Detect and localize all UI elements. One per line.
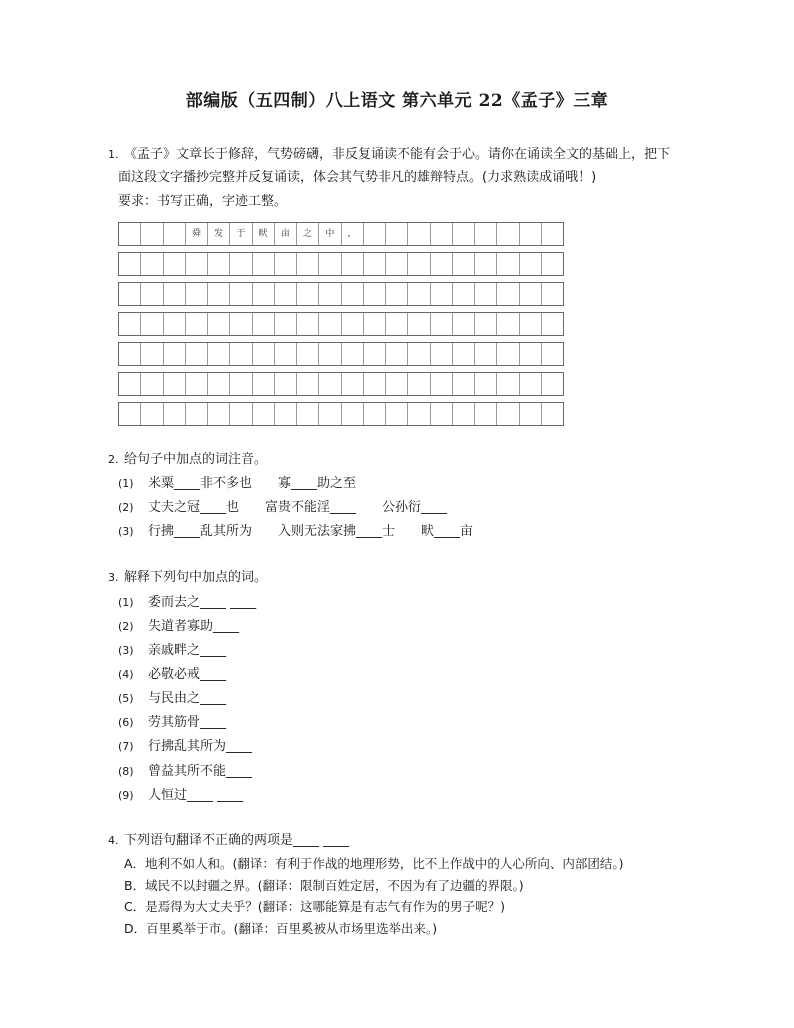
grid-cell[interactable] (119, 283, 141, 305)
grid-cell[interactable] (253, 253, 275, 275)
grid-cell[interactable] (342, 373, 364, 395)
grid-cell[interactable] (386, 313, 408, 335)
grid-cell[interactable] (431, 373, 453, 395)
grid-cell[interactable] (186, 283, 208, 305)
q3-row-9-number: (9) (118, 789, 134, 802)
grid-cell[interactable] (119, 373, 141, 395)
grid-cell[interactable] (431, 223, 453, 245)
grid-cell[interactable] (297, 253, 319, 275)
q1-number: 1. (108, 148, 119, 161)
q4-option-b: B．域民不以封疆之界。(翻译：限制百姓定居，不因为有了边疆的界限。) (124, 878, 524, 893)
q3-row-2-text: 失道者寡助____ (148, 619, 240, 634)
grid-cell[interactable] (208, 253, 230, 275)
grid-cell[interactable] (141, 373, 163, 395)
grid-cell[interactable] (408, 223, 430, 245)
grid-cell[interactable] (230, 403, 252, 425)
grid-cell[interactable]: ， (342, 223, 364, 245)
grid-cell[interactable] (542, 373, 563, 395)
grid-cell[interactable] (453, 343, 475, 365)
grid-cell[interactable] (364, 313, 386, 335)
q3-row-5-number: (5) (118, 692, 134, 705)
grid-cell[interactable] (342, 283, 364, 305)
grid-cell[interactable] (453, 283, 475, 305)
q2-row-2-number: (2) (118, 501, 134, 514)
grid-cell[interactable]: 于 (230, 223, 252, 245)
q2-row-3-part-1: 行拂____乱其所为 (148, 524, 253, 539)
grid-row (118, 282, 564, 306)
grid-cell[interactable] (319, 403, 341, 425)
grid-cell[interactable] (186, 403, 208, 425)
grid-cell[interactable] (119, 313, 141, 335)
grid-cell[interactable] (119, 223, 141, 245)
q3-row-7-number: (7) (118, 740, 134, 753)
grid-cell[interactable] (386, 283, 408, 305)
q3-row-2-number: (2) (118, 620, 134, 633)
grid-cell[interactable] (164, 253, 186, 275)
q3-row-5 (118, 690, 226, 708)
grid-cell[interactable]: 畎 (253, 223, 275, 245)
q2-row-3-part-3: 畎____亩 (421, 524, 474, 539)
grid-cell[interactable] (497, 223, 519, 245)
q4-option-a: A．地利不如人和。(翻译：有利于作战的地理形势，比不上作战中的人心所向、内部团结。) (124, 856, 624, 871)
grid-cell[interactable] (319, 253, 341, 275)
q2-row-2-part-3: 公孙衍____ (382, 500, 448, 515)
grid-cell[interactable] (230, 343, 252, 365)
grid-cell[interactable] (208, 403, 230, 425)
grid-cell[interactable] (297, 373, 319, 395)
grid-cell[interactable] (542, 223, 563, 245)
grid-cell[interactable] (342, 313, 364, 335)
q3-row-8 (118, 763, 252, 781)
q3-row-4-number: (4) (118, 668, 134, 681)
grid-cell[interactable] (408, 253, 430, 275)
q3-prompt: 解释下列句中加点的词。 (124, 570, 268, 585)
q2-number: 2. (108, 453, 119, 466)
grid-cell[interactable] (253, 283, 275, 305)
grid-cell[interactable] (497, 373, 519, 395)
grid-cell[interactable] (497, 253, 519, 275)
grid-cell[interactable] (475, 343, 497, 365)
q1-text-line1: 《孟子》文章长于修辞，气势磅礴，非反复诵读不能有会于心。请你在诵读全文的基础上，把下 (124, 147, 671, 162)
grid-cell[interactable] (520, 253, 542, 275)
grid-cell[interactable] (253, 313, 275, 335)
q3-row-4-text: 必敬必戒____ (148, 667, 227, 682)
grid-cell[interactable] (453, 253, 475, 275)
q2-row-2-part-1: 丈夫之冠____也 (148, 500, 240, 515)
grid-cell[interactable] (297, 403, 319, 425)
grid-cell[interactable] (230, 253, 252, 275)
grid-cell[interactable] (164, 283, 186, 305)
grid-row (118, 342, 564, 366)
q2-row-2-part-2: 富贵不能淫____ (265, 500, 357, 515)
grid-row (118, 402, 564, 426)
grid-cell[interactable] (275, 403, 297, 425)
grid-cell[interactable] (275, 253, 297, 275)
grid-cell[interactable] (386, 253, 408, 275)
grid-cell[interactable] (542, 403, 563, 425)
grid-cell[interactable]: 之 (297, 223, 319, 245)
page-title: 部编版（五四制）八上语文 第六单元 22《孟子》三章 (185, 91, 609, 111)
grid-cell[interactable] (208, 373, 230, 395)
grid-cell[interactable] (520, 343, 542, 365)
grid-cell[interactable] (364, 253, 386, 275)
grid-cell[interactable] (364, 373, 386, 395)
grid-cell[interactable] (520, 313, 542, 335)
q3-row-2 (118, 618, 239, 636)
grid-cell[interactable] (364, 283, 386, 305)
q1-text-line2: 面这段文字播抄完整并反复诵读，体会其气势非凡的雄辩特点。(力求熟读成诵哦！) (118, 170, 597, 185)
q3-row-5-text: 与民由之____ (148, 691, 227, 706)
q2-row-1 (118, 475, 356, 493)
grid-cell[interactable] (230, 313, 252, 335)
grid-cell[interactable] (275, 283, 297, 305)
grid-cell[interactable] (141, 253, 163, 275)
grid-cell[interactable] (453, 403, 475, 425)
writing-grid[interactable] (118, 222, 564, 432)
grid-cell[interactable] (497, 283, 519, 305)
grid-cell[interactable] (297, 313, 319, 335)
grid-row (118, 312, 564, 336)
grid-cell[interactable] (386, 373, 408, 395)
q4-prompt: 下列语句翻译不正确的两项是____ ____ (124, 833, 350, 848)
q3-row-7-text: 行拂乱其所为____ (148, 739, 253, 754)
grid-cell[interactable] (497, 343, 519, 365)
grid-cell[interactable] (186, 313, 208, 335)
grid-cell[interactable] (520, 373, 542, 395)
grid-cell[interactable] (253, 373, 275, 395)
grid-cell[interactable] (386, 403, 408, 425)
grid-cell[interactable] (164, 373, 186, 395)
grid-cell[interactable]: 亩 (275, 223, 297, 245)
grid-cell[interactable] (141, 313, 163, 335)
grid-cell[interactable] (275, 313, 297, 335)
q3-row-3-text: 亲戚畔之____ (148, 643, 227, 658)
q1-requirement: 要求：书写正确，字迹工整。 (118, 194, 288, 209)
grid-cell[interactable] (186, 343, 208, 365)
q2-row-3-number: (3) (118, 525, 134, 538)
q4-line (108, 832, 349, 850)
q3-row-3-number: (3) (118, 644, 134, 657)
grid-cell[interactable] (431, 253, 453, 275)
grid-cell[interactable] (497, 403, 519, 425)
grid-cell[interactable] (475, 313, 497, 335)
grid-cell[interactable] (342, 253, 364, 275)
grid-row (118, 372, 564, 396)
q3-row-1-number: (1) (118, 596, 134, 609)
q4-number: 4. (108, 834, 119, 847)
grid-cell[interactable] (208, 283, 230, 305)
grid-cell[interactable] (141, 343, 163, 365)
grid-cell[interactable] (542, 343, 563, 365)
q2-row-3 (118, 523, 473, 541)
q2-row-1-number: (1) (118, 477, 134, 490)
q3-row-4 (118, 666, 226, 684)
grid-cell[interactable] (364, 223, 386, 245)
grid-cell[interactable] (164, 343, 186, 365)
q3-row-7 (118, 738, 252, 756)
q3-row-6-number: (6) (118, 716, 134, 729)
grid-cell[interactable] (119, 343, 141, 365)
grid-cell[interactable] (230, 283, 252, 305)
grid-cell[interactable] (275, 373, 297, 395)
q3-row-6-text: 劳其筋骨____ (148, 715, 227, 730)
grid-cell[interactable] (453, 313, 475, 335)
grid-cell[interactable] (208, 313, 230, 335)
q2-row-3-part-2: 入则无法家拂____士 (278, 524, 396, 539)
grid-cell[interactable] (319, 313, 341, 335)
q3-line (108, 569, 267, 587)
grid-cell[interactable] (141, 223, 163, 245)
q3-row-8-number: (8) (118, 765, 134, 778)
q3-row-1 (118, 594, 256, 612)
grid-row (118, 222, 564, 246)
grid-cell[interactable] (497, 313, 519, 335)
q3-row-9 (118, 787, 243, 805)
q2-prompt: 给句子中加点的词注音。 (124, 452, 268, 467)
grid-cell[interactable] (186, 373, 208, 395)
grid-cell[interactable] (230, 373, 252, 395)
q2-row-2 (118, 499, 447, 517)
q3-row-1-text: 委而去之____ ____ (148, 595, 257, 610)
grid-cell[interactable] (475, 283, 497, 305)
grid-cell[interactable] (297, 343, 319, 365)
q3-row-3 (118, 642, 226, 660)
grid-cell[interactable] (119, 253, 141, 275)
q3-row-6 (118, 714, 226, 732)
q2-row-1-part-2: 寡____助之至 (278, 476, 357, 491)
grid-cell[interactable] (475, 253, 497, 275)
grid-cell[interactable] (119, 403, 141, 425)
grid-cell[interactable] (164, 403, 186, 425)
q3-row-8-text: 曾益其所不能____ (148, 764, 253, 779)
grid-cell[interactable] (520, 223, 542, 245)
grid-cell[interactable] (297, 283, 319, 305)
grid-cell[interactable] (542, 313, 563, 335)
grid-cell[interactable] (408, 373, 430, 395)
grid-cell[interactable] (408, 343, 430, 365)
grid-cell[interactable] (453, 223, 475, 245)
grid-cell[interactable] (520, 403, 542, 425)
grid-cell[interactable]: 舜 (186, 223, 208, 245)
q1-line1 (108, 146, 670, 164)
grid-cell[interactable] (364, 343, 386, 365)
grid-cell[interactable] (164, 223, 186, 245)
grid-cell[interactable] (141, 283, 163, 305)
grid-cell[interactable] (431, 343, 453, 365)
grid-row (118, 252, 564, 276)
grid-cell[interactable] (364, 403, 386, 425)
grid-cell[interactable] (275, 343, 297, 365)
grid-cell[interactable]: 中 (319, 223, 341, 245)
grid-cell[interactable] (319, 373, 341, 395)
grid-cell[interactable] (408, 403, 430, 425)
grid-cell[interactable] (408, 313, 430, 335)
q4-option-d: D．百里奚举于市。(翻译：百里奚被从市场里选举出来。) (124, 921, 438, 936)
grid-cell[interactable] (408, 283, 430, 305)
grid-cell[interactable] (319, 343, 341, 365)
grid-cell[interactable] (386, 343, 408, 365)
grid-cell[interactable] (520, 283, 542, 305)
grid-cell[interactable]: 发 (208, 223, 230, 245)
grid-cell[interactable] (164, 313, 186, 335)
grid-cell[interactable] (342, 343, 364, 365)
grid-cell[interactable] (475, 403, 497, 425)
grid-cell[interactable] (542, 283, 563, 305)
grid-cell[interactable] (342, 403, 364, 425)
grid-cell[interactable] (431, 403, 453, 425)
grid-cell[interactable] (386, 223, 408, 245)
grid-cell[interactable] (208, 343, 230, 365)
grid-cell[interactable] (253, 403, 275, 425)
q3-number: 3. (108, 571, 119, 584)
q3-row-9-text: 人恒过____ ____ (148, 788, 244, 803)
grid-cell[interactable] (186, 253, 208, 275)
q2-row-1-part-1: 米粟____非不多也 (148, 476, 253, 491)
grid-cell[interactable] (453, 373, 475, 395)
grid-cell[interactable] (542, 253, 563, 275)
grid-cell[interactable] (431, 283, 453, 305)
q2-line (108, 451, 267, 469)
grid-cell[interactable] (475, 223, 497, 245)
grid-cell[interactable] (319, 283, 341, 305)
grid-cell[interactable] (141, 403, 163, 425)
q4-option-c: C．是焉得为大丈夫乎？(翻译：这哪能算是有志气有作为的男子呢？) (124, 899, 505, 914)
grid-cell[interactable] (475, 373, 497, 395)
grid-cell[interactable] (253, 343, 275, 365)
grid-cell[interactable] (431, 313, 453, 335)
